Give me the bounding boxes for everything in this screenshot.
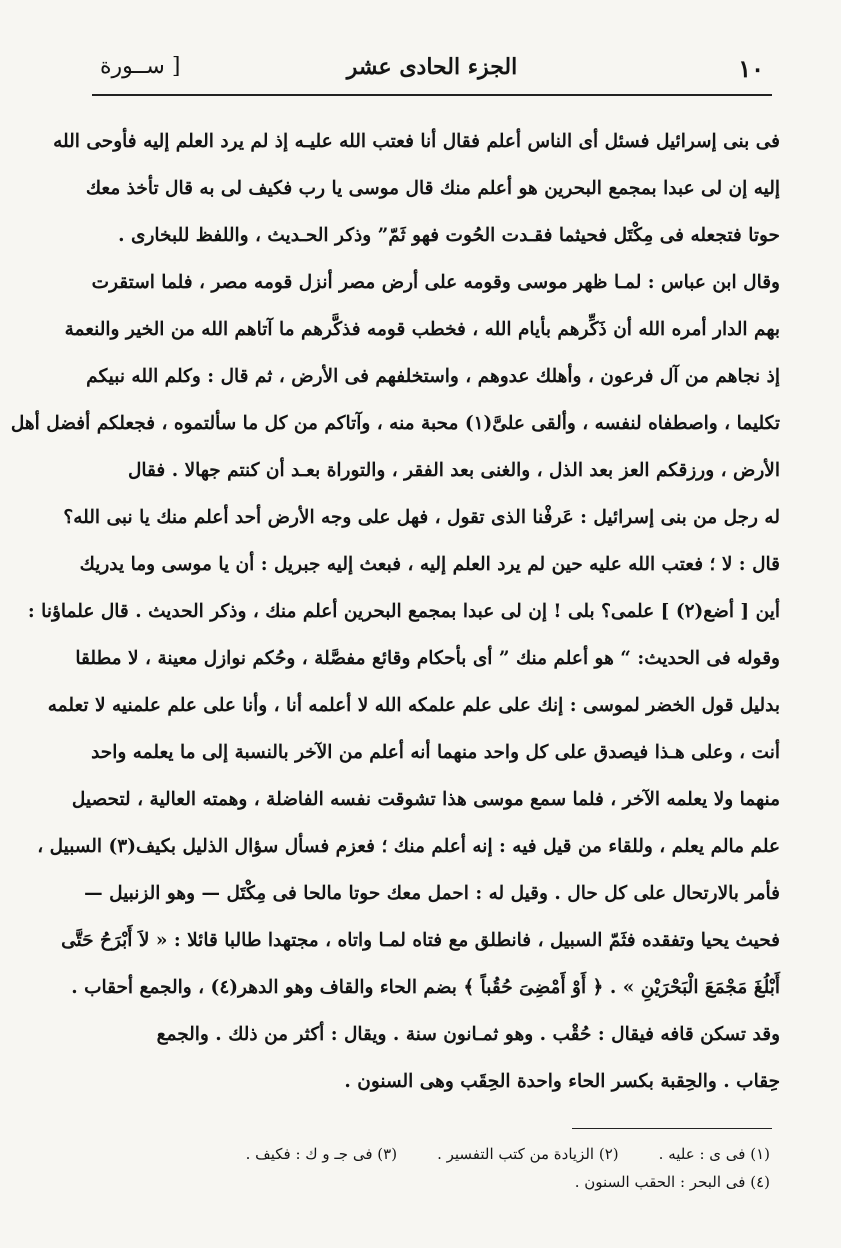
text-line: أنت ، وعلى هـذا فيصدق على كل واحد منهما أنه أعلم من الآخر بالنسبة إلى ما يعلمه واحد	[91, 742, 780, 763]
text-line: أَبْلُغَ مَجْمَعَ الْبَحْرَيْنِ » . ﴿ أَوْ أَمْضِىَ حُقُباً ﴾ بضم الحاء والقاف وهو الدهر(٤) ، والجمع أحقاب .	[71, 977, 780, 998]
text-line: وقوله فى الحديث: “ هو أعلم منك ” أى بأحكام وقائع مفصَّلة ، وحُكم نوازل معينة ، لا مطلقا	[75, 648, 780, 669]
text-line: حِقاب . والحِقبة بكسر الحاء واحدة الحِقَب وهى السنون .	[344, 1071, 780, 1092]
text-line: فأمر بالارتحال على كل حال . وقيل له : احمل معك حوتا مالحا فى مِكْتَل — وهو الزنبيل —	[84, 883, 780, 904]
text-line: فحيث يحيا وتفقده فثَمّ السبيل ، فانطلق مع فتاه لمـا واتاه ، مجتهدا طالبا قائلا : « لاَ أَبْرَحُ حَتَّى	[61, 930, 780, 951]
text-line: أين [ أضع(٢) ] علمى؟ بلى ! إن لى عبدا بمجمع البحرين أعلم منك ، وذكر الحديث . قال علماؤنا :	[27, 601, 780, 622]
text-line: وقال ابن عباس : لمـا ظهر موسى وقومه على أرض مصر أنزل قومه مصر ، فلما استقرت	[91, 272, 780, 293]
page-number: ١٠	[738, 54, 764, 83]
text-line: له رجل من بنى إسرائيل : عَرفْنا الذى تقول ، فهل على وجه الأرض أحد أعلم منك يا نبى الله؟	[63, 507, 780, 528]
surah-label: [ ســورة	[100, 54, 181, 79]
text-line: منهما ولا يعلمه الآخر ، فلما سمع موسى هذا تشوقت نفسه الفاضلة ، وهمته العالية ، لتحصيل	[71, 789, 780, 810]
footnote-row	[130, 1168, 770, 1196]
text-line: تكليما ، واصطفاه لنفسه ، وألقى علىَّ(١) محبة منه ، وآتاكم من كل ما سألتموه ، فجعلكم أفضل أهل	[10, 413, 780, 434]
page-header	[92, 48, 772, 92]
footnote-2: (٢) الزيادة من كتب التفسير .	[437, 1145, 619, 1163]
text-line: فى بنى إسرائيل فسئل أى الناس أعلم فقال أنا فعتب الله عليـه إذ لم يرد العلم إليه فأوحى الله	[53, 131, 780, 152]
text-line: علم مالم يعلم ، وللقاء من قيل فيه : إنه أعلم منك ؛ فعزم فسأل سؤال الذليل بكيف(٣) السبيل ،	[37, 836, 780, 857]
text-line: حوتا فتجعله فى مِكْتَل فحيثما فقـدت الحُوت فهو ثَمّ” وذكر الحـديث ، واللفظ للبخارى .	[118, 225, 780, 246]
header-divider	[92, 94, 772, 96]
footnote-1: (١) فى ى : عليه .	[658, 1145, 770, 1163]
text-line: إذ نجاهم من آل فرعون ، وأهلك عدوهم ، واستخلفهم فى الأرض ، ثم قال : وكلم الله نبيكم	[86, 366, 780, 387]
footnote-divider	[572, 1128, 772, 1129]
text-line: قال : لا ؛ فعتب الله عليه حين لم يرد العلم إليه ، فبعث إليه جبريل : أن يا موسى وما يدريك	[79, 554, 780, 575]
text-line: بهم الدار أمره الله أن ذَكِّرهم بأيام الله ، فخطب قومه فذكَّرهم ما آتاهم الله من الخير والنعمة	[64, 319, 780, 340]
running-title: الجزء الحادى عشر	[346, 54, 518, 80]
text-line: إليه إن لى عبدا بمجمع البحرين هو أعلم منك قال موسى يا رب فكيف لى به قال تأخذ معك	[85, 178, 780, 199]
footnote-row	[130, 1140, 770, 1168]
main-text	[10, 118, 780, 1105]
text-line: وقد تسكن قافه فيقال : حُقْب . وهو ثمـانون سنة . ويقال : أكثر من ذلك . والجمع	[156, 1024, 780, 1045]
footnote-3: (٣) فى جـ و ك : فكيف .	[245, 1145, 398, 1163]
footnote-4: (٤) فى البحر : الحقب السنون .	[574, 1173, 770, 1191]
text-line: الأرض ، ورزقكم العز بعد الذل ، والغنى بعد الفقر ، والتوراة بعـد أن كنتم جهالا . فقال	[127, 460, 780, 481]
text-line: بدليل قول الخضر لموسى : إنك على علم علمكه الله لا أعلمه أنا ، وأنا على علم علمنيه لا تعلمه	[47, 695, 780, 716]
footnotes	[130, 1140, 770, 1196]
